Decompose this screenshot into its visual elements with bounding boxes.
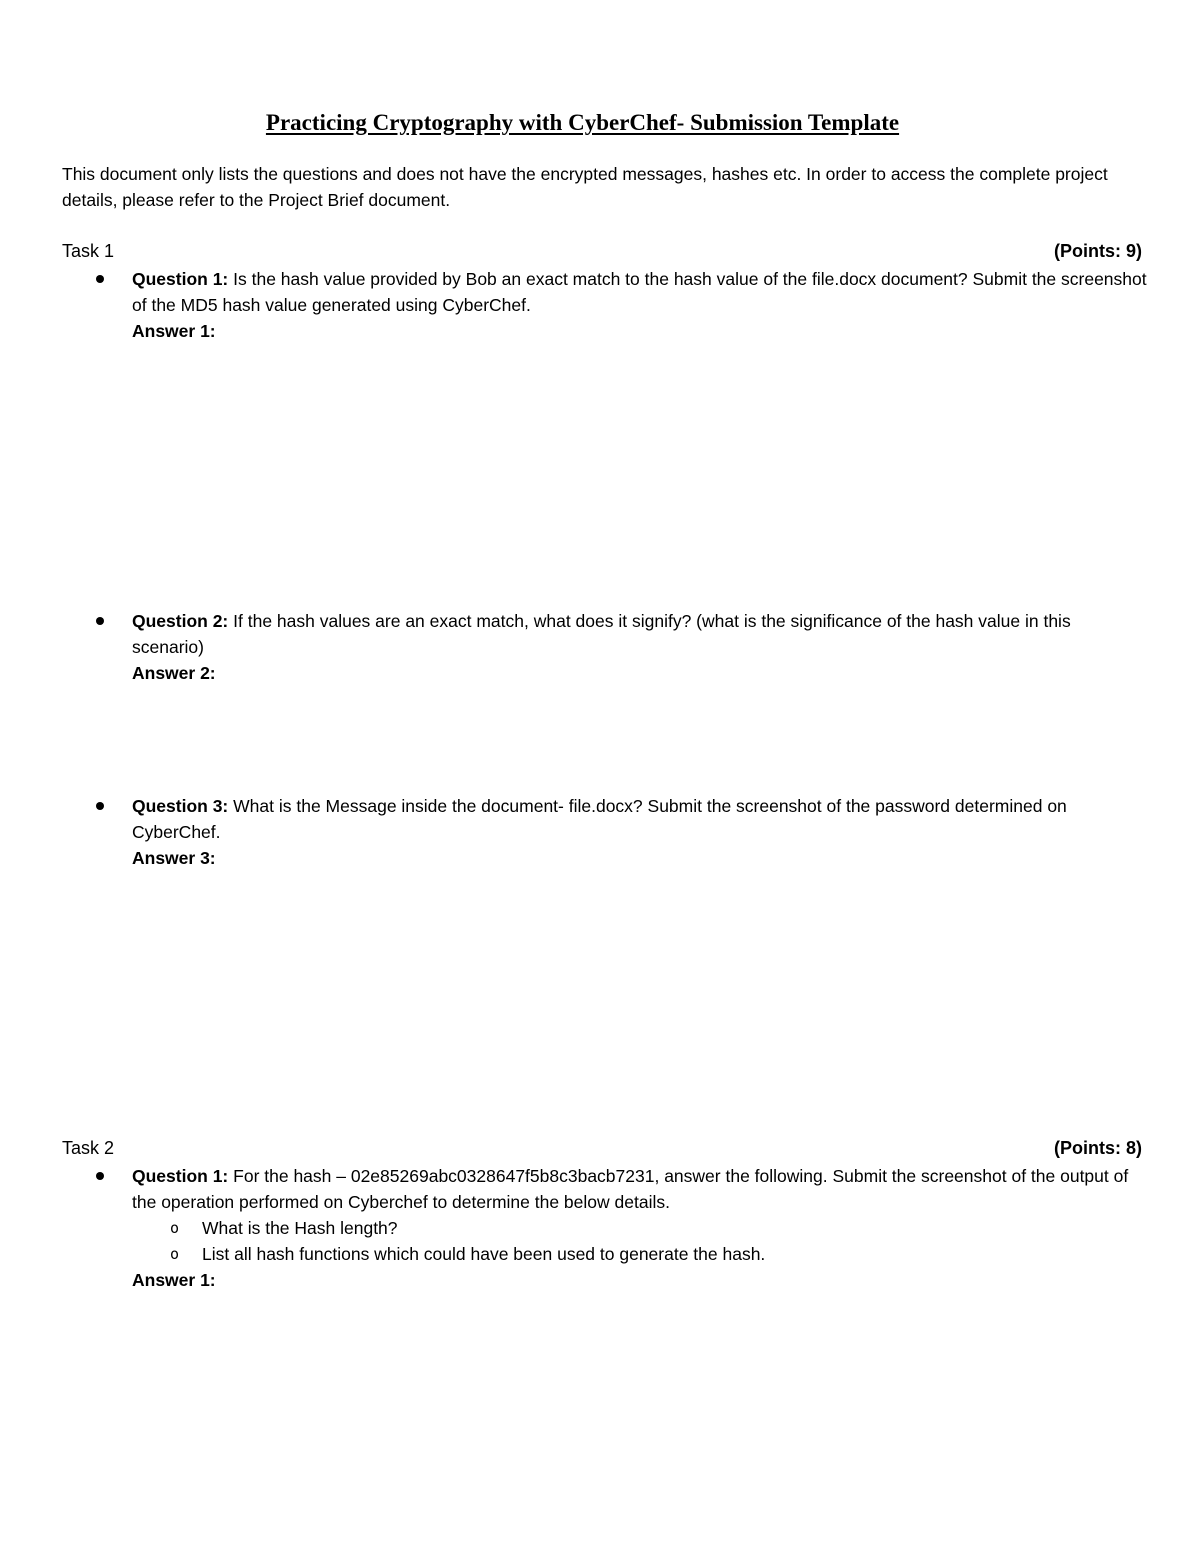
sub-item-text: List all hash functions which could have been used to generate the hash. [202,1244,766,1264]
bullet-icon [62,266,132,292]
bullet-icon [62,1163,132,1189]
question-text: If the hash values are an exact match, what does it signify? (what is the significance of the hash value in this scenario) [132,611,1071,657]
sub-list [132,1215,1147,1267]
answer-label: Answer 3: [132,848,216,868]
intro-paragraph: This document only lists the questions and does not have the encrypted messages, hashes etc. In order to access the complete project details, please refer to the Project Brief document. [62,164,1108,210]
question-label: Question 1: [132,1166,229,1186]
task-2-title: Task 2 [62,1138,115,1158]
answer-label: Answer 1: [132,321,216,341]
task-1-question-1 [62,266,1147,344]
task-1-points: (Points: 9) [1054,241,1142,261]
answer-label: Answer 1: [132,1270,216,1290]
bullet-icon [62,793,132,819]
task-1-question-3 [62,793,1147,871]
sub-list-item [132,1215,1147,1241]
sub-list-item [132,1241,1147,1267]
sub-item-text: What is the Hash length? [202,1218,398,1238]
answer-label: Answer 2: [132,663,216,683]
circle-bullet-icon: o [170,1219,180,1237]
question-label: Question 2: [132,611,229,631]
task-1-question-2 [62,608,1147,686]
question-text: For the hash – 02e85269abc0328647f5b8c3bacb7231, answer the following. Submit the screenshot of the output of the operation performed on Cyberchef to determine the below details. [132,1166,1129,1212]
task-2-points: (Points: 8) [1054,1138,1142,1158]
question-text: Is the hash value provided by Bob an exact match to the hash value of the file.docx document? Submit the screenshot of the MD5 hash value generated using CyberChef. [132,269,1147,315]
bullet-icon [62,608,132,634]
circle-bullet-icon: o [170,1245,180,1263]
task-2-header [62,1135,1142,1161]
question-label: Question 1: [132,269,229,289]
task-2-question-1 [62,1163,1147,1293]
question-text: What is the Message inside the document- file.docx? Submit the screenshot of the password determined on CyberChef. [132,796,1067,842]
document-title: Practicing Cryptography with CyberChef- Submission Template [265,110,900,135]
question-label: Question 3: [132,796,229,816]
task-1-title: Task 1 [62,241,115,261]
task-1-header [62,238,1142,264]
